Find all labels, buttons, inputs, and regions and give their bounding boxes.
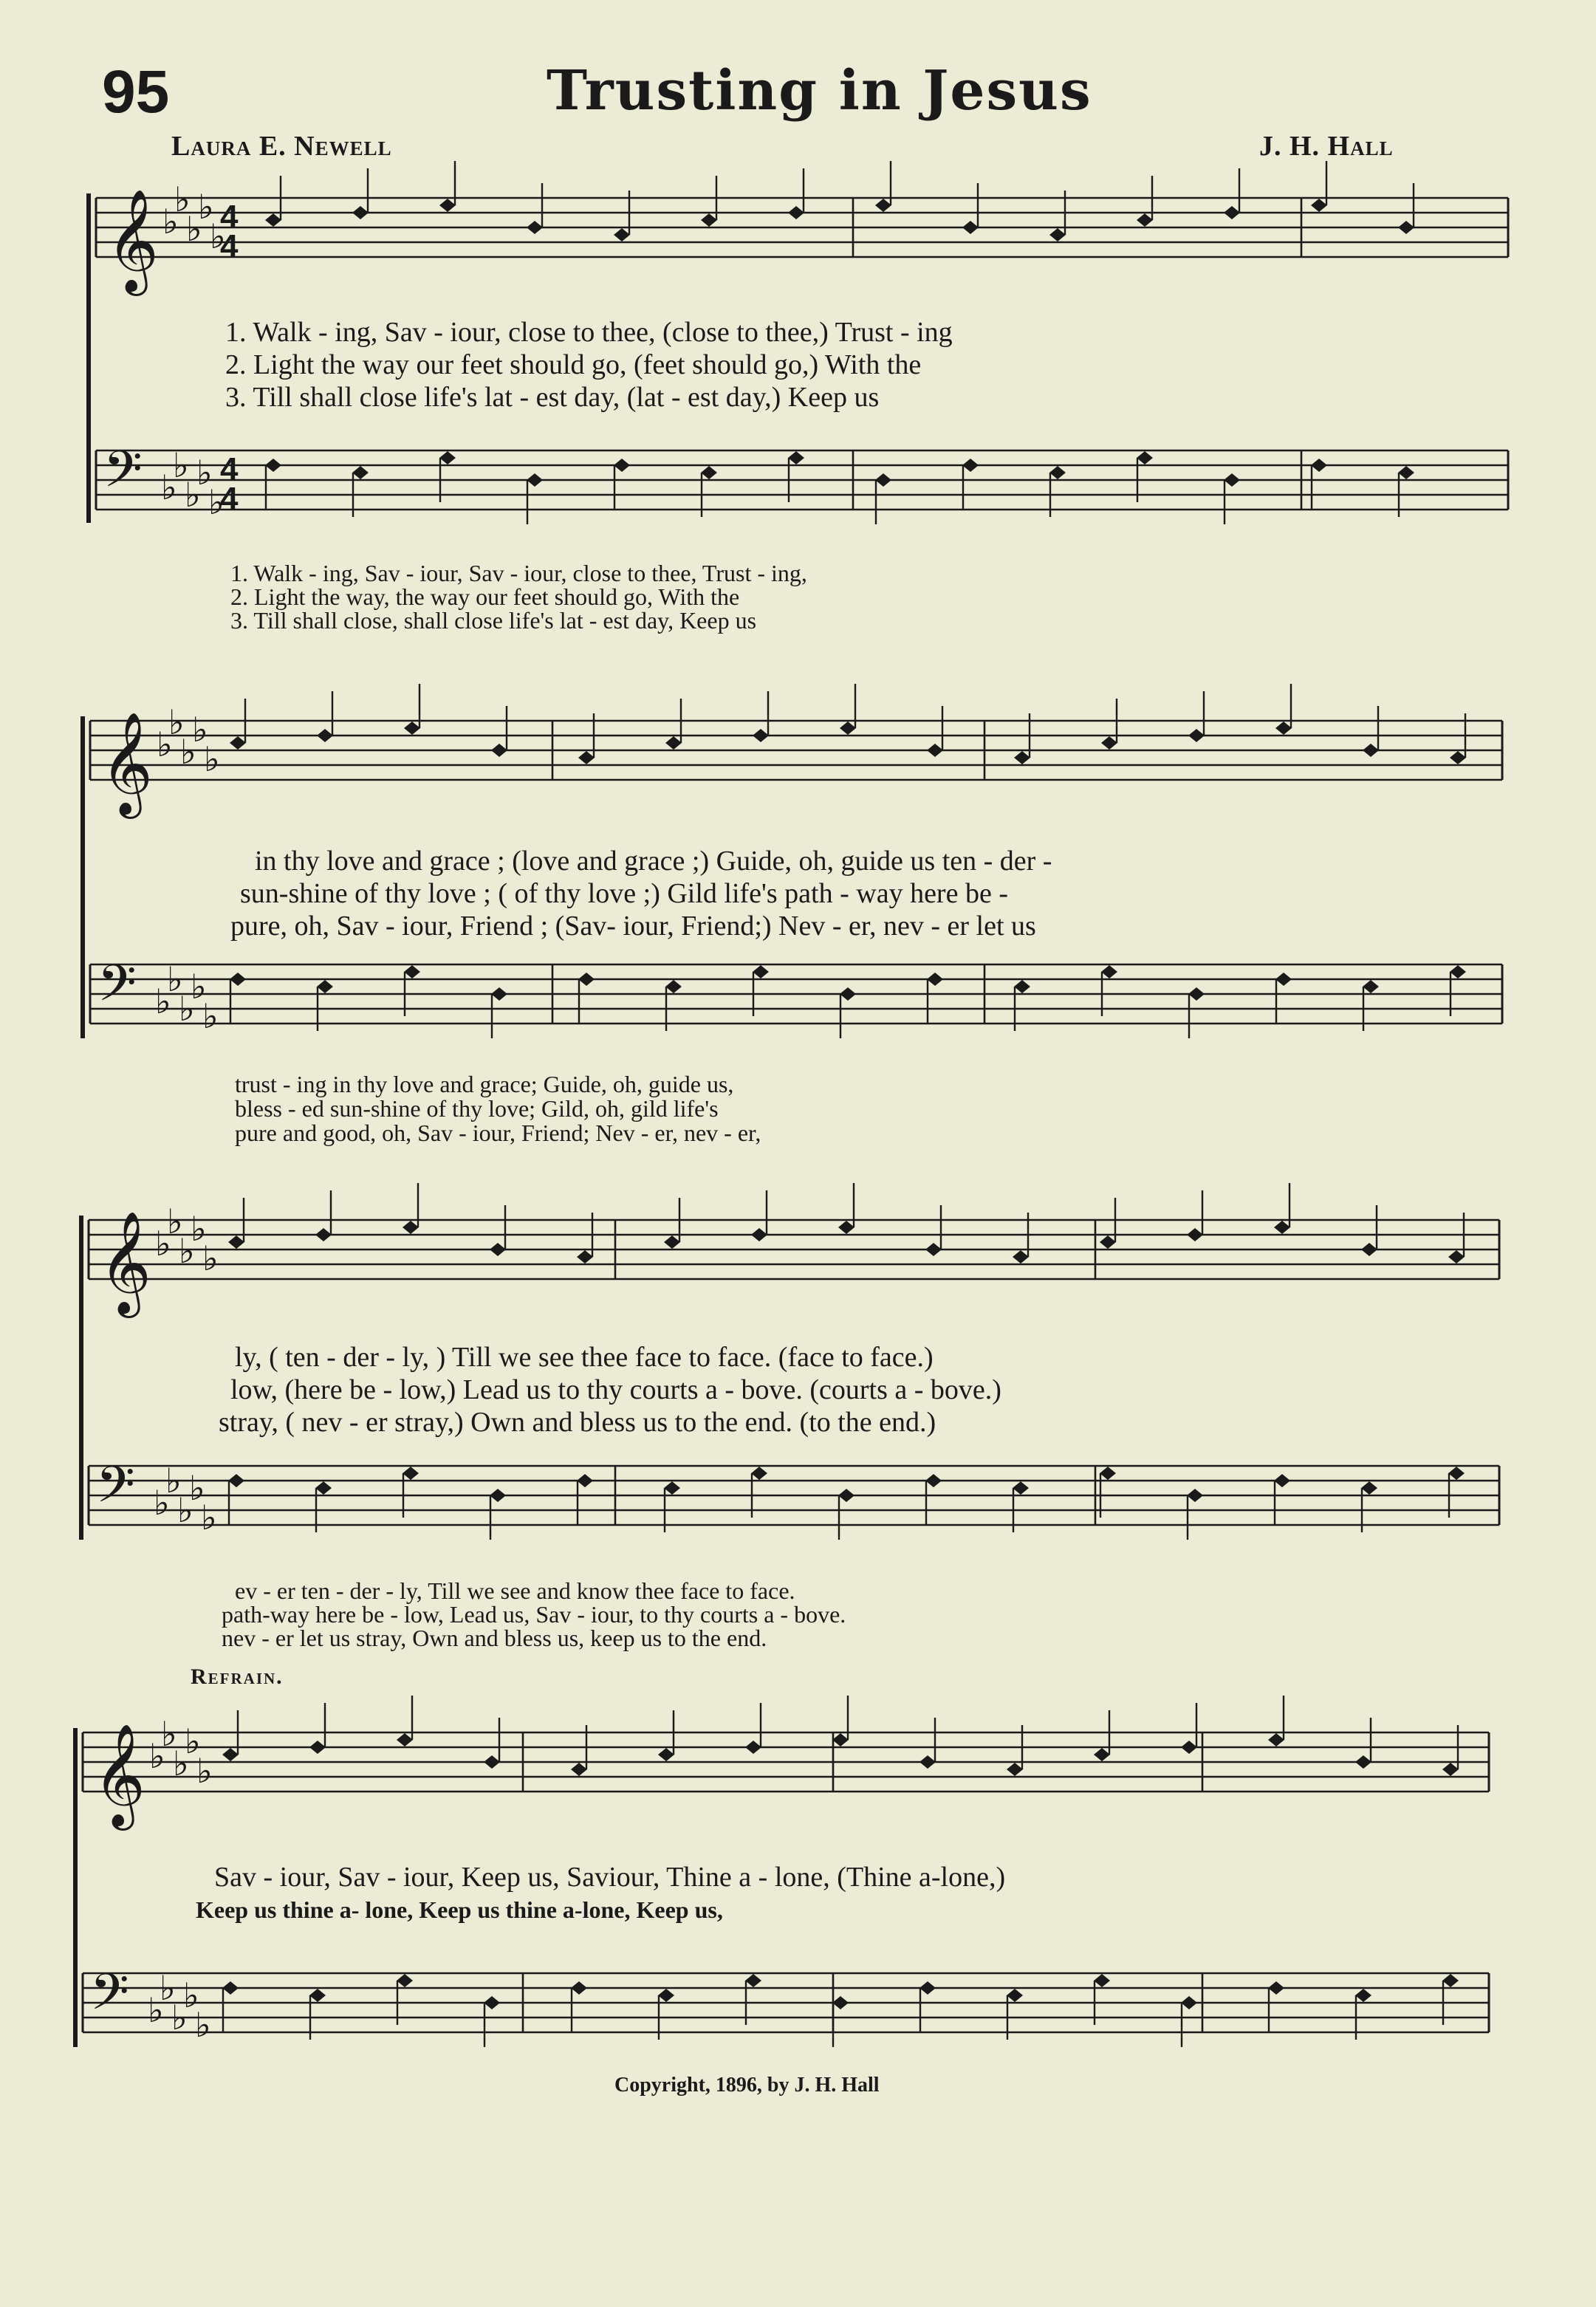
- system1-bass-note: [1311, 459, 1327, 472]
- system2-treble-note: [840, 721, 856, 735]
- system3-treble-note: [1274, 1221, 1290, 1234]
- system4-treble-note: [484, 1755, 500, 1769]
- system1-bass-note: [701, 466, 717, 479]
- system3-treble-note: [664, 1235, 680, 1249]
- hymn-number: 95: [102, 58, 170, 126]
- system1-treble-note: [614, 228, 630, 241]
- system2-treble-note: [317, 729, 333, 742]
- system4-bass-note: [571, 1981, 587, 1995]
- refrain-treble-lyric: Sav - iour, Sav - iour, Keep us, Saviour, Thine a - lone, (Thine a-lone,): [214, 1862, 1006, 1893]
- system4-bass-key-signature: ♭: [148, 1990, 164, 2030]
- system1-treble-note: [701, 213, 717, 227]
- system3-treble-lyric-2: low, (here be - low,) Lead us to thy courts a - bove. (courts a - bove.): [230, 1374, 1001, 1405]
- system3-treble-note: [925, 1243, 942, 1256]
- system1-treble-note: [788, 206, 804, 219]
- system2-treble-note: [578, 751, 595, 764]
- system3-bass-key-signature: ♭: [154, 1483, 170, 1523]
- system2-treble-note: [1014, 751, 1030, 764]
- system3-treble-note: [403, 1221, 419, 1234]
- system1-bass-note: [265, 459, 281, 472]
- system3-treble-key-signature: ♭: [179, 1231, 195, 1271]
- system2-treble-clef: 𝄞: [100, 712, 153, 815]
- system3-treble-clef: 𝄞: [99, 1211, 151, 1314]
- system1-treble-note: [1137, 213, 1153, 227]
- system2-treble-key-signature: ♭: [157, 724, 173, 764]
- system4-bass-note: [1094, 1974, 1110, 1987]
- system1-treble-key-signature: ♭: [210, 216, 226, 256]
- author-credit: Laura E. Newell: [171, 131, 392, 162]
- system1-bass-note: [527, 473, 543, 487]
- system3-bass-note: [925, 1474, 942, 1487]
- system4-treble-note: [1268, 1733, 1284, 1746]
- system2-treble-note: [404, 721, 420, 735]
- system4-bass-note: [309, 1989, 326, 2002]
- system2-bass-note: [665, 980, 682, 993]
- system1-bass-lyric-1: 1. Walk - ing, Sav - iour, Sav - iour, close to thee, Trust - ing,: [230, 560, 807, 586]
- system3-bass-note: [315, 1481, 332, 1495]
- system3-treble-note: [1361, 1243, 1377, 1256]
- system3-bass-note: [577, 1474, 593, 1487]
- system3-bass-key-signature: ♭: [165, 1461, 182, 1501]
- system4-treble-note: [1094, 1748, 1110, 1761]
- system1-treble-clef: 𝄞: [106, 189, 159, 292]
- system4-treble-note: [1007, 1763, 1023, 1776]
- system4-treble-key-signature: ♭: [173, 1744, 189, 1783]
- system2-treble-note: [665, 736, 682, 750]
- system3-bass-note: [664, 1481, 680, 1495]
- system2-treble-note: [1275, 721, 1292, 735]
- system3-treble-note: [838, 1221, 854, 1234]
- refrain-label: Refrain.: [191, 1665, 284, 1689]
- system1-bass-note: [352, 466, 369, 479]
- system3-treble-lyric-3: stray, ( nev - er stray,) Own and bless us to the end. (to the end.): [219, 1407, 936, 1438]
- system3-bass-note: [1448, 1467, 1465, 1480]
- system3-bass-note: [1187, 1489, 1203, 1502]
- system4-treble-note: [309, 1741, 326, 1754]
- system1-bass-note: [614, 459, 630, 472]
- system4-treble-note: [222, 1748, 239, 1761]
- system4-bass-note: [1268, 1981, 1284, 1995]
- system4-bass-key-signature: ♭: [195, 2005, 211, 2045]
- system2-treble-note: [753, 729, 769, 742]
- system2-bass-note: [1363, 980, 1379, 993]
- system1-treble-note: [1311, 199, 1327, 212]
- system2-treble-note: [927, 744, 943, 757]
- system1-bass-clef: 𝄢: [103, 441, 143, 511]
- system4-treble-note: [1355, 1755, 1371, 1769]
- system2-bass-note: [1101, 965, 1117, 978]
- system3-bass-note: [490, 1489, 506, 1502]
- system4-treble-note: [1181, 1741, 1197, 1754]
- system3-treble-note: [1100, 1235, 1116, 1249]
- system2-bass-key-signature: ♭: [155, 981, 171, 1021]
- system4-bass-note: [397, 1974, 413, 1987]
- system1-bass-note: [1049, 466, 1066, 479]
- system4-treble-note: [571, 1763, 587, 1776]
- system1-bass-note: [1137, 451, 1153, 465]
- system3-bass-note: [838, 1489, 854, 1502]
- system2-bass-note: [927, 973, 943, 986]
- system3-treble-note: [577, 1250, 593, 1264]
- system4-treble-key-signature: ♭: [185, 1721, 201, 1761]
- system4-bass-note: [1355, 1989, 1371, 2002]
- system1-bass-key-signature: ♭: [173, 445, 189, 485]
- system2-bass-note: [317, 980, 333, 993]
- system3-treble-note: [228, 1235, 244, 1249]
- system1-bass-note: [875, 473, 891, 487]
- system2-bass-note: [840, 987, 856, 1001]
- system1-bass-key-signature: ♭: [208, 482, 225, 522]
- system3-treble-key-signature: ♭: [167, 1202, 183, 1241]
- system1-treble-time-signature: 4: [220, 199, 239, 235]
- system3-bass-note: [1013, 1481, 1029, 1495]
- system1-treble-note: [527, 221, 543, 234]
- system1-treble-key-signature: ♭: [162, 202, 179, 241]
- system1-bass-note: [788, 451, 804, 465]
- system4-bass-note: [1181, 1996, 1197, 2009]
- system2-treble-note: [230, 736, 246, 750]
- system4-treble-note: [397, 1733, 413, 1746]
- system4-treble-clef: 𝄞: [93, 1724, 145, 1826]
- system1-treble-note: [439, 199, 456, 212]
- system3-bass-note: [228, 1474, 244, 1487]
- system3-bass-note: [403, 1467, 419, 1480]
- system1-bass-key-signature: ♭: [161, 467, 177, 507]
- system1-treble-key-signature: ♭: [198, 187, 214, 227]
- system3-bass-lyric-3: nev - er let us stray, Own and bless us, keep us to the end.: [222, 1625, 767, 1651]
- system4-treble-key-signature: ♭: [196, 1751, 213, 1791]
- system4-bass-note: [745, 1974, 761, 1987]
- system2-treble-note: [1188, 729, 1205, 742]
- copyright-notice: Copyright, 1896, by J. H. Hall: [614, 2074, 880, 2097]
- system2-bass-note: [1188, 987, 1205, 1001]
- system3-bass-note: [1361, 1481, 1377, 1495]
- system2-bass-note: [1014, 980, 1030, 993]
- system1-bass-time-signature: 4: [220, 451, 239, 487]
- system1-treble-note: [352, 206, 369, 219]
- system4-treble-note: [919, 1755, 936, 1769]
- system4-bass-note: [222, 1981, 239, 1995]
- system3-treble-note: [1013, 1250, 1029, 1264]
- system4-treble-note: [1442, 1763, 1459, 1776]
- system3-bass-clef: 𝄢: [96, 1456, 135, 1526]
- system3-treble-note: [1187, 1228, 1203, 1241]
- system2-bass-note: [1450, 965, 1466, 978]
- system2-treble-note: [1363, 744, 1379, 757]
- system1-treble-note: [265, 213, 281, 227]
- system2-treble-key-signature: ♭: [192, 710, 208, 750]
- system3-treble-key-signature: ♭: [202, 1238, 219, 1278]
- system4-treble-note: [832, 1733, 849, 1746]
- hymn-title: Trusting in Jesus: [547, 59, 1092, 123]
- system2-bass-note: [230, 973, 246, 986]
- system1-treble-key-signature: ♭: [186, 209, 202, 249]
- system2-bass-key-signature: ♭: [191, 967, 207, 1007]
- system4-treble-note: [745, 1741, 761, 1754]
- system1-bass-lyric-2: 2. Light the way, the way our feet should go, With the: [230, 583, 740, 610]
- system3-bass-lyric-2: path-way here be - low, Lead us, Sav - iour, to thy courts a - bove.: [222, 1601, 846, 1628]
- system3-bass-note: [1100, 1467, 1116, 1480]
- system1-treble-lyric-1: 1. Walk - ing, Sav - iour, close to thee, (close to thee,) Trust - ing: [225, 317, 953, 348]
- system3-treble-key-signature: ♭: [155, 1224, 171, 1264]
- system1-bass-time-signature: 4: [220, 481, 239, 517]
- system4-bass-key-signature: ♭: [183, 1975, 199, 2015]
- system2-treble-note: [1450, 751, 1466, 764]
- system4-treble-key-signature: ♭: [161, 1714, 177, 1754]
- system3-bass-note: [1274, 1474, 1290, 1487]
- system1-treble-time-signature: 4: [220, 228, 239, 264]
- system1-treble-note: [1049, 228, 1066, 241]
- system3-treble-key-signature: ♭: [191, 1209, 207, 1249]
- system3-treble-note: [751, 1228, 767, 1241]
- system4-bass-note: [919, 1981, 936, 1995]
- system2-treble-key-signature: ♭: [180, 732, 196, 772]
- system3-bass-note: [751, 1467, 767, 1480]
- system1-bass-note: [1398, 466, 1414, 479]
- system2-bass-key-signature: ♭: [202, 996, 219, 1036]
- system2-treble-key-signature: ♭: [204, 739, 220, 779]
- system2-bass-lyric-2: bless - ed sun-shine of thy love; Gild, oh, gild life's: [235, 1095, 719, 1122]
- system2-treble-key-signature: ♭: [168, 702, 185, 742]
- system3-treble-note: [1448, 1250, 1465, 1264]
- system2-bass-lyric-3: pure and good, oh, Sav - iour, Friend; Nev - er, nev - er,: [235, 1120, 761, 1146]
- system2-bass-note: [491, 987, 507, 1001]
- system1-treble-note: [875, 199, 891, 212]
- system1-treble-note: [1398, 221, 1414, 234]
- system1-bass-key-signature: ♭: [196, 453, 213, 493]
- system1-bass-note: [962, 459, 979, 472]
- composer-credit: J. H. Hall: [1259, 131, 1394, 162]
- system4-bass-note: [1007, 1989, 1023, 2002]
- system3-bass-key-signature: ♭: [189, 1468, 205, 1508]
- system4-bass-clef: 𝄢: [90, 1964, 129, 2034]
- system2-bass-key-signature: ♭: [179, 989, 195, 1029]
- system1-treble-note: [962, 221, 979, 234]
- system2-treble-lyric-3: pure, oh, Sav - iour, Friend ; (Sav- iour, Friend;) Nev - er, nev - er let us: [230, 911, 1036, 942]
- system4-bass-key-signature: ♭: [171, 1998, 188, 2037]
- system2-treble-lyric-1: in thy love and grace ; (love and grace ;) Guide, oh, guide us ten - der -: [255, 846, 1052, 877]
- system4-bass-note: [484, 1996, 500, 2009]
- system2-bass-note: [753, 965, 769, 978]
- system1-bass-key-signature: ♭: [185, 475, 201, 515]
- system2-treble-note: [1101, 736, 1117, 750]
- system4-bass-key-signature: ♭: [160, 1968, 176, 2008]
- system1-bass-note: [1224, 473, 1240, 487]
- refrain-bass-lyric: Keep us thine a- lone, Keep us thine a-lone, Keep us,: [196, 1896, 723, 1923]
- system4-bass-note: [1442, 1974, 1459, 1987]
- system2-treble-lyric-2: sun-shine of thy love ; ( of thy love ;) Gild life's path - way here be -: [240, 878, 1008, 909]
- system2-treble-note: [491, 744, 507, 757]
- system3-bass-lyric-1: ev - er ten - der - ly, Till we see and know thee face to face.: [235, 1577, 795, 1604]
- system4-bass-note: [832, 1996, 849, 2009]
- system1-treble-key-signature: ♭: [174, 179, 191, 219]
- system4-bass-note: [658, 1989, 674, 2002]
- system1-bass-note: [439, 451, 456, 465]
- system2-bass-lyric-1: trust - ing in thy love and grace; Guide, oh, guide us,: [235, 1071, 734, 1097]
- system3-bass-key-signature: ♭: [177, 1490, 193, 1530]
- system2-bass-note: [1275, 973, 1292, 986]
- system3-treble-lyric-1: ly, ( ten - der - ly, ) Till we see thee face to face. (face to face.): [235, 1342, 934, 1373]
- system1-bass-lyric-3: 3. Till shall close, shall close life's lat - est day, Keep us: [230, 607, 757, 634]
- system1-treble-note: [1224, 206, 1240, 219]
- system2-bass-clef: 𝄢: [97, 955, 137, 1025]
- system3-treble-note: [490, 1243, 506, 1256]
- system2-bass-key-signature: ♭: [167, 959, 183, 999]
- system1-treble-lyric-2: 2. Light the way our feet should go, (feet should go,) With the: [225, 349, 922, 380]
- system2-bass-note: [404, 965, 420, 978]
- system3-bass-key-signature: ♭: [201, 1498, 217, 1538]
- system2-bass-note: [578, 973, 595, 986]
- system4-treble-note: [658, 1748, 674, 1761]
- system1-treble-lyric-3: 3. Till shall close life's lat - est day, (lat - est day,) Keep us: [225, 382, 880, 413]
- system3-treble-note: [315, 1228, 332, 1241]
- system4-treble-key-signature: ♭: [149, 1736, 165, 1776]
